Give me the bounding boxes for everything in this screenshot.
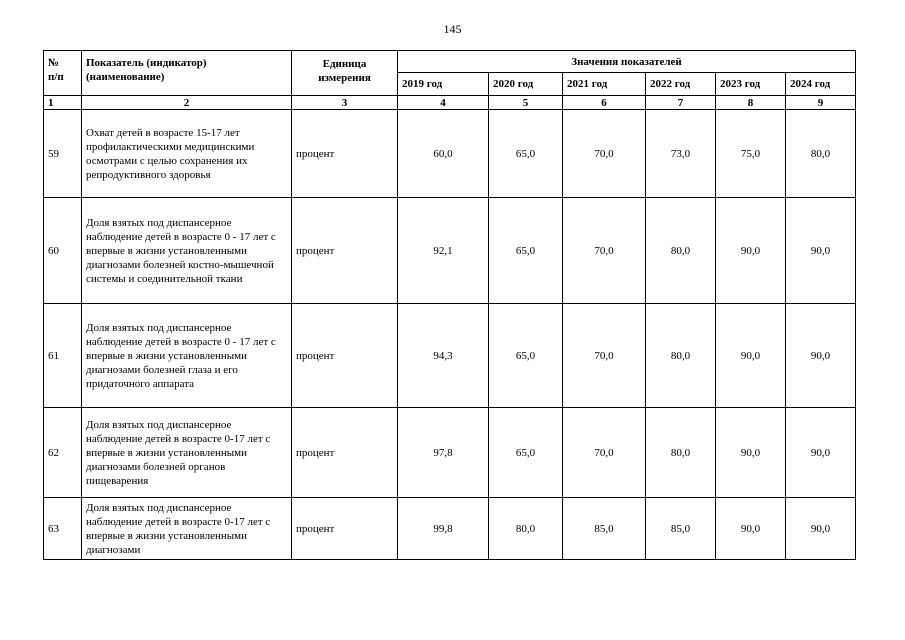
column-index-cell: 7: [646, 96, 716, 110]
indicators-table: [43, 50, 856, 560]
header-year-2022: 2022 год: [646, 73, 716, 96]
value-2023: 90,0: [716, 304, 786, 408]
page-number: 145: [443, 22, 462, 36]
column-index-cell: 6: [563, 96, 646, 110]
indicator-name: Охват детей в возрасте 15-17 лет профилактическими медицинскими осмотрами с целью сохранения их репродуктивного здоровья: [82, 110, 292, 198]
value-2020: 65,0: [489, 198, 563, 304]
value-2021: 70,0: [563, 408, 646, 498]
column-index-cell: 3: [292, 96, 398, 110]
table-row: [44, 304, 856, 408]
value-2021: 85,0: [563, 498, 646, 560]
value-2022: 80,0: [646, 408, 716, 498]
header-unit-label: Единица измерения: [318, 58, 371, 84]
value-2019: 99,8: [398, 498, 489, 560]
header-number-label: № п/п: [48, 57, 64, 83]
header-number: [44, 51, 82, 96]
table-row: [44, 110, 856, 198]
value-2020: 80,0: [489, 498, 563, 560]
value-2021: 70,0: [563, 304, 646, 408]
header-year-2021: 2021 год: [563, 73, 646, 96]
value-2023: 75,0: [716, 110, 786, 198]
unit-cell: процент: [292, 304, 398, 408]
value-2019: 92,1: [398, 198, 489, 304]
value-2023: 90,0: [716, 408, 786, 498]
header-year-2024: 2024 год: [786, 73, 856, 96]
value-2020: 65,0: [489, 110, 563, 198]
row-number: 62: [44, 408, 82, 498]
value-2024: 90,0: [786, 198, 856, 304]
row-number: 60: [44, 198, 82, 304]
unit-cell: процент: [292, 408, 398, 498]
value-2024: 80,0: [786, 110, 856, 198]
row-number: 59: [44, 110, 82, 198]
column-index-cell: 9: [786, 96, 856, 110]
indicator-name: Доля взятых под диспансерное наблюдение детей в возрасте 0-17 лет с впервые в жизни установленными диагнозами: [82, 498, 292, 560]
column-index-cell: 1: [44, 96, 82, 110]
value-2019: 97,8: [398, 408, 489, 498]
table-row: [44, 408, 856, 498]
unit-cell: процент: [292, 198, 398, 304]
header-year-2019: 2019 год: [398, 73, 489, 96]
row-number: 63: [44, 498, 82, 560]
table-header: [44, 51, 856, 110]
table-row: [44, 498, 856, 560]
column-index-cell: 2: [82, 96, 292, 110]
value-2022: 80,0: [646, 304, 716, 408]
header-indicator-label: Показатель (индикатор) (наименование): [86, 57, 207, 83]
value-2022: 80,0: [646, 198, 716, 304]
value-2024: 90,0: [786, 304, 856, 408]
header-values-group: Значения показателей: [398, 51, 856, 73]
table-body: [44, 110, 856, 560]
value-2023: 90,0: [716, 198, 786, 304]
value-2020: 65,0: [489, 408, 563, 498]
value-2023: 90,0: [716, 498, 786, 560]
value-2021: 70,0: [563, 110, 646, 198]
value-2022: 85,0: [646, 498, 716, 560]
unit-cell: процент: [292, 110, 398, 198]
value-2020: 65,0: [489, 304, 563, 408]
value-2022: 73,0: [646, 110, 716, 198]
header-year-2020: 2020 год: [489, 73, 563, 96]
header-year-2023: 2023 год: [716, 73, 786, 96]
value-2019: 60,0: [398, 110, 489, 198]
column-index-cell: 8: [716, 96, 786, 110]
header-unit: [292, 51, 398, 96]
table-row: [44, 198, 856, 304]
header-indicator: [82, 51, 292, 96]
indicator-name: Доля взятых под диспансерное наблюдение детей в возрасте 0 - 17 лет с впервые в жизни установленными диагнозами болезней костно-мышечной системы и соединительной ткани: [82, 198, 292, 304]
column-index-row: [44, 96, 856, 110]
value-2019: 94,3: [398, 304, 489, 408]
value-2024: 90,0: [786, 498, 856, 560]
row-number: 61: [44, 304, 82, 408]
column-index-cell: 4: [398, 96, 489, 110]
value-2021: 70,0: [563, 198, 646, 304]
indicator-name: Доля взятых под диспансерное наблюдение детей в возрасте 0 - 17 лет с впервые в жизни установленными диагнозами болезней глаза и его придаточного аппарата: [82, 304, 292, 408]
unit-cell: процент: [292, 498, 398, 560]
value-2024: 90,0: [786, 408, 856, 498]
column-index-cell: 5: [489, 96, 563, 110]
indicator-name: Доля взятых под диспансерное наблюдение детей в возрасте 0-17 лет с впервые в жизни установленными диагнозами болезней органов пищеварения: [82, 408, 292, 498]
